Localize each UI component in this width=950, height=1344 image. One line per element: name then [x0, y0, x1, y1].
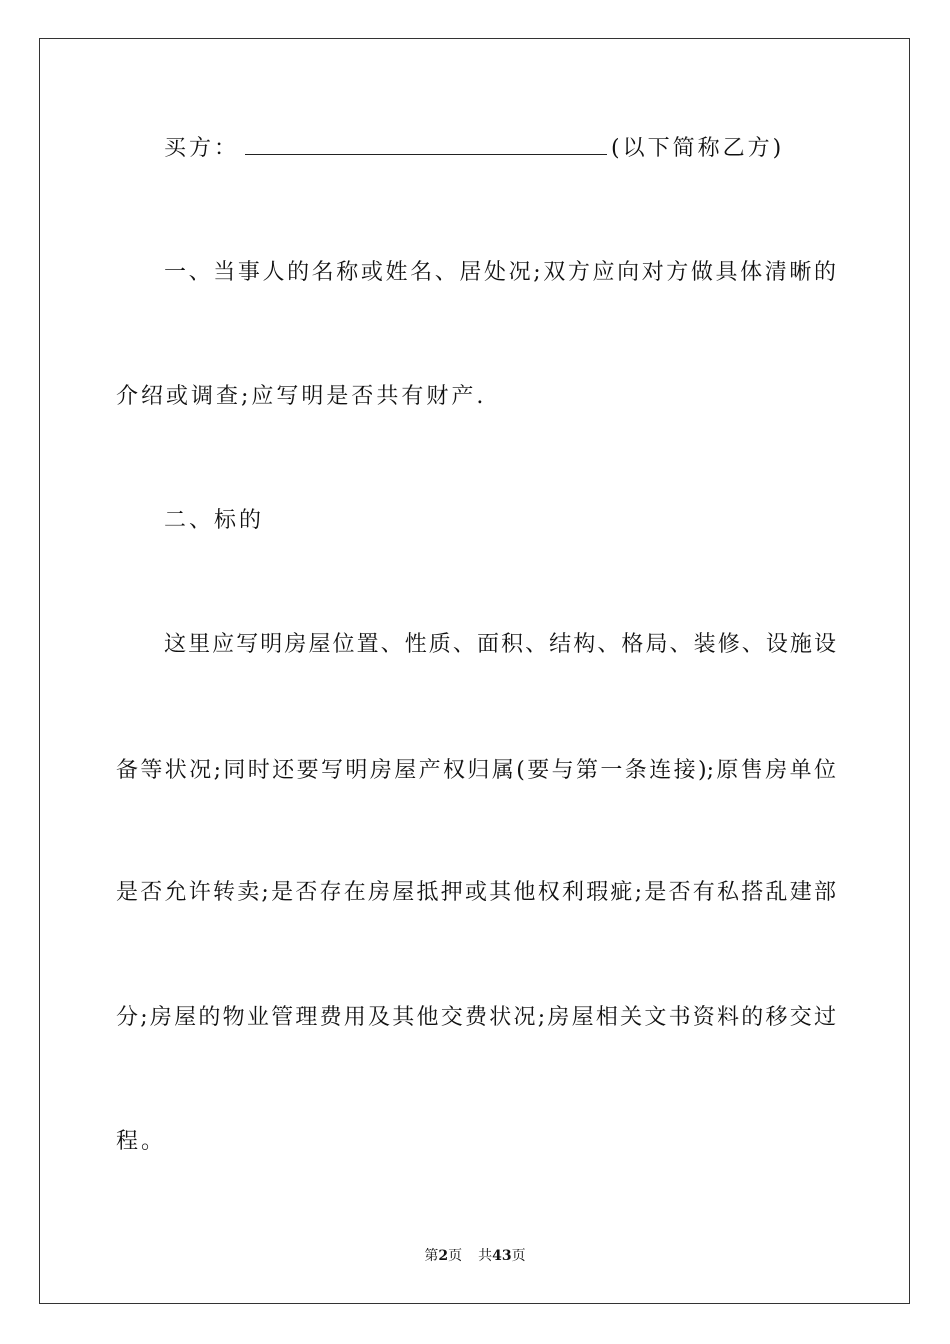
paragraph-line: 一、当事人的名称或姓名、居处况;双方应向对方做具体清晰的 — [164, 260, 836, 285]
total-unit: 页 — [511, 1248, 526, 1264]
page-border — [39, 38, 910, 1304]
buyer-suffix: (以下简称乙方) — [611, 136, 785, 161]
paragraph-line: 这里应写明房屋位置、性质、面积、结构、格局、装修、设施设 — [164, 632, 836, 657]
paragraph-line: 是否允许转卖;是否存在房屋抵押或其他权利瑕疵;是否有私搭乱建部 — [116, 880, 836, 905]
paragraph-line: 备等状况;同时还要写明房屋产权归属(要与第一条连接);原售房单位 — [116, 758, 836, 783]
page-unit: 页 — [448, 1248, 463, 1264]
paragraph-line: 介绍或调查;应写明是否共有财产. — [116, 384, 487, 409]
total-prefix: 共 — [478, 1248, 493, 1264]
buyer-name-blank — [245, 134, 607, 155]
page-prefix: 第 — [424, 1248, 439, 1264]
total-pages: 43 — [492, 1248, 512, 1264]
paragraph-line: 分;房屋的物业管理费用及其他交费状况;房屋相关文书资料的移交过 — [116, 1005, 836, 1030]
buyer-label: 买方： — [164, 136, 240, 161]
page-footer — [0, 1246, 950, 1266]
section-heading: 二、标的 — [164, 508, 265, 533]
paragraph-line: 程。 — [116, 1129, 167, 1154]
page-number: 2 — [438, 1248, 449, 1264]
buyer-line — [164, 134, 836, 164]
